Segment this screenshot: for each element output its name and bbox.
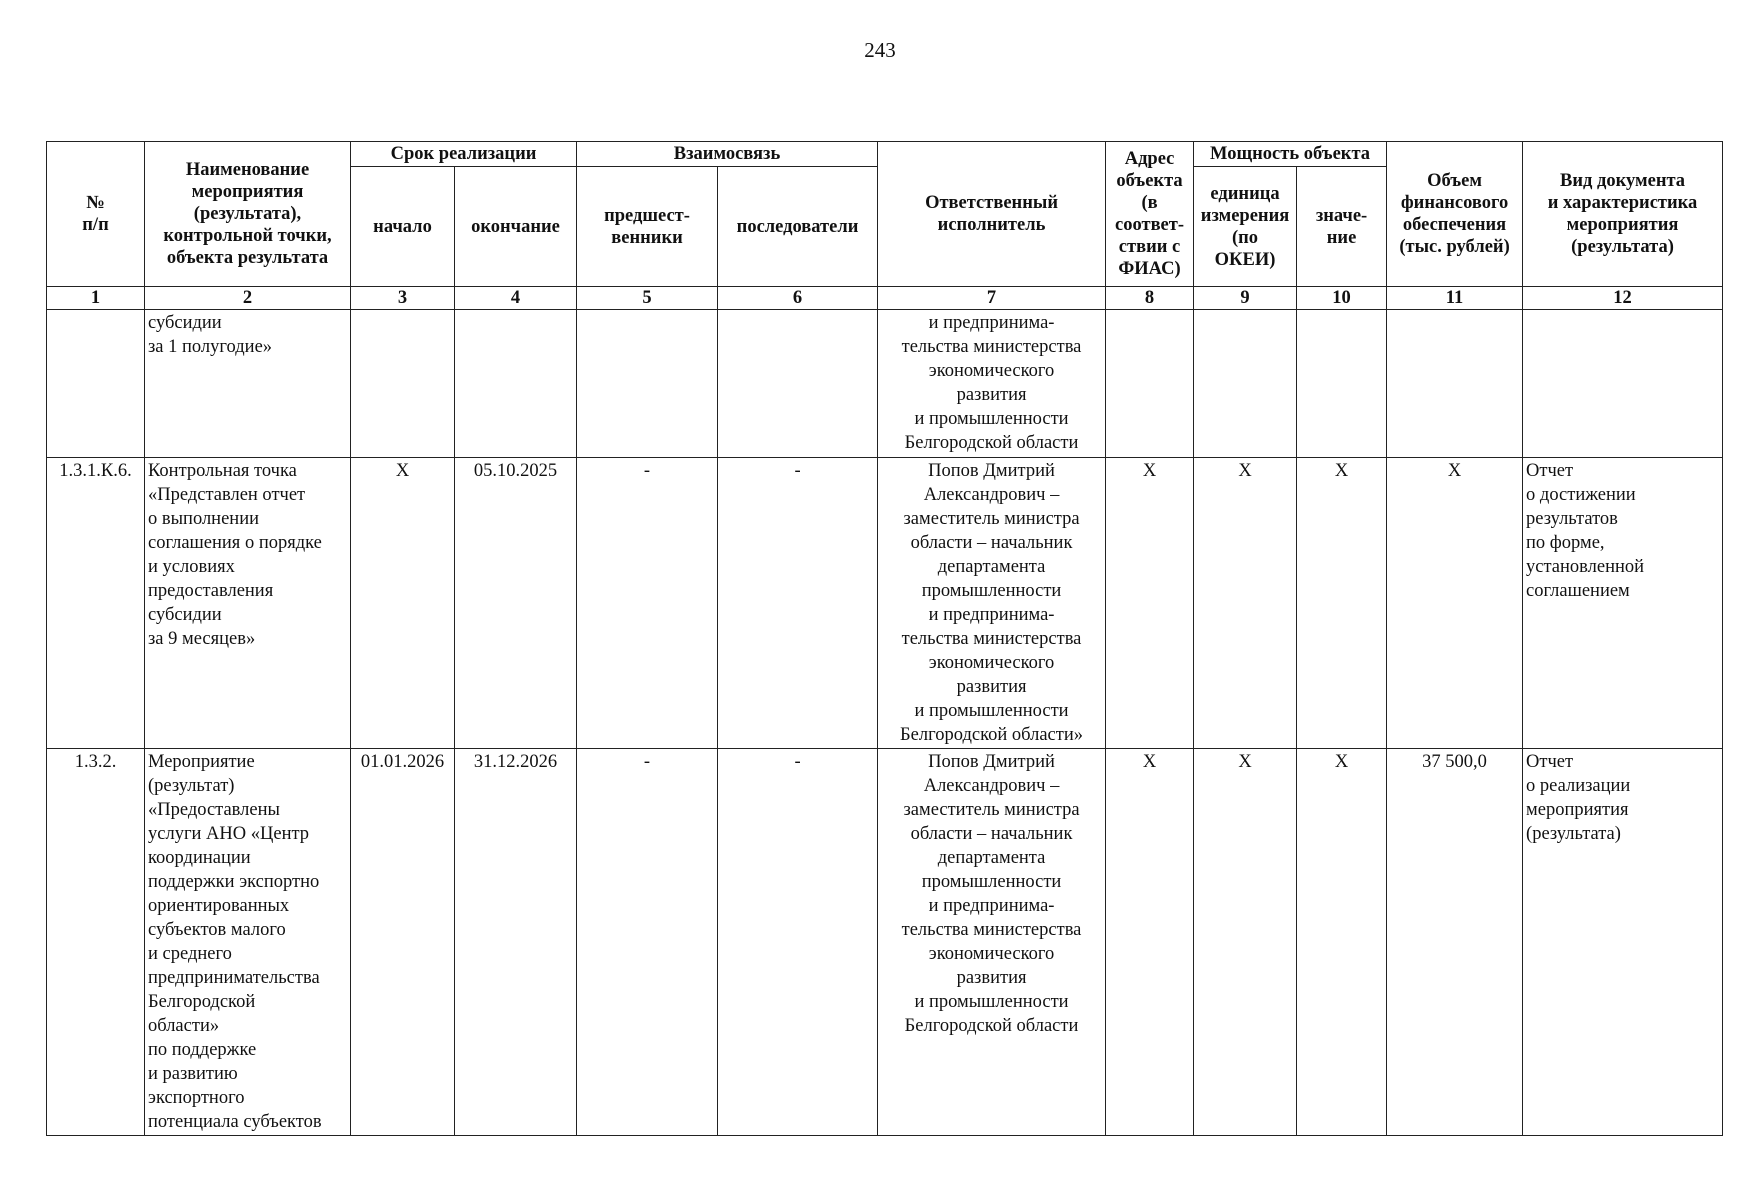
- column-number: 7: [878, 287, 1106, 310]
- header-address: Адрес объекта (в соответ- ствии с ФИАС): [1106, 142, 1194, 287]
- header-link-pred: предшест- венники: [577, 167, 718, 287]
- cell-num: 1.3.2.: [47, 749, 145, 1136]
- cell-unit: X: [1194, 458, 1297, 749]
- cell-name: субсидии за 1 полугодие»: [145, 310, 351, 458]
- cell-value: [1297, 310, 1387, 458]
- column-number: 11: [1387, 287, 1523, 310]
- cell-address: X: [1106, 749, 1194, 1136]
- cell-start: X: [351, 458, 455, 749]
- header-link: Взаимосвязь: [577, 142, 878, 167]
- column-number: 8: [1106, 287, 1194, 310]
- column-numbers-row: [47, 287, 1723, 310]
- column-number: 12: [1523, 287, 1723, 310]
- cell-start: [351, 310, 455, 458]
- cell-start: 01.01.2026: [351, 749, 455, 1136]
- column-number: 6: [718, 287, 878, 310]
- cell-num: 1.3.1.К.6.: [47, 458, 145, 749]
- cell-doc: Отчет о реализации мероприятия (результата): [1523, 749, 1723, 1136]
- cell-address: X: [1106, 458, 1194, 749]
- table-row: [47, 310, 1723, 458]
- cell-responsible: и предпринима- тельства министерства экономического развития и промышленности Белгородской области: [878, 310, 1106, 458]
- cell-name: Мероприятие (результат) «Предоставлены услуги АНО «Центр координации поддержки экспортно ориентированных субъектов малого и среднего предпринимательства Белгородской области» по поддержке и развитию экспортного потенциала субъектов: [145, 749, 351, 1136]
- cell-unit: [1194, 310, 1297, 458]
- cell-responsible: Попов Дмитрий Александрович – заместитель министра области – начальник департамента промышленности и предпринима- тельства министерства экономического развития и промышленности Белгородской области»: [878, 458, 1106, 749]
- header-funding: Объем финансового обеспечения (тыс. рублей): [1387, 142, 1523, 287]
- column-number: 5: [577, 287, 718, 310]
- column-number: 1: [47, 287, 145, 310]
- plan-table: [46, 141, 1723, 1136]
- column-number: 9: [1194, 287, 1297, 310]
- cell-value: X: [1297, 749, 1387, 1136]
- cell-end: [455, 310, 577, 458]
- header-term-start: начало: [351, 167, 455, 287]
- cell-unit: X: [1194, 749, 1297, 1136]
- cell-funding: X: [1387, 458, 1523, 749]
- column-number: 3: [351, 287, 455, 310]
- header-term: Срок реализации: [351, 142, 577, 167]
- header-responsible: Ответственный исполнитель: [878, 142, 1106, 287]
- cell-address: [1106, 310, 1194, 458]
- table-row: [47, 749, 1723, 1136]
- cell-succ: -: [718, 458, 878, 749]
- cell-pred: -: [577, 749, 718, 1136]
- header-name: Наименование мероприятия (результата), контрольной точки, объекта результата: [145, 142, 351, 287]
- cell-doc: [1523, 310, 1723, 458]
- cell-num: [47, 310, 145, 458]
- cell-succ: [718, 310, 878, 458]
- cell-funding: 37 500,0: [1387, 749, 1523, 1136]
- header-capacity-unit: единица измерения (по ОКЕИ): [1194, 167, 1297, 287]
- column-number: 10: [1297, 287, 1387, 310]
- cell-doc: Отчет о достижении результатов по форме, установленной соглашением: [1523, 458, 1723, 749]
- header-num: № п/п: [47, 142, 145, 287]
- header-term-end: окончание: [455, 167, 577, 287]
- header-capacity: Мощность объекта: [1194, 142, 1387, 167]
- header-link-succ: последователи: [718, 167, 878, 287]
- column-number: 2: [145, 287, 351, 310]
- header-capacity-value: значе- ние: [1297, 167, 1387, 287]
- cell-end: 31.12.2026: [455, 749, 577, 1136]
- header-doc: Вид документа и характеристика мероприятия (результата): [1523, 142, 1723, 287]
- cell-value: X: [1297, 458, 1387, 749]
- cell-pred: -: [577, 458, 718, 749]
- cell-pred: [577, 310, 718, 458]
- cell-succ: -: [718, 749, 878, 1136]
- column-number: 4: [455, 287, 577, 310]
- cell-responsible: Попов Дмитрий Александрович – заместитель министра области – начальник департамента промышленности и предпринима- тельства министерства экономического развития и промышленности Белгородской области: [878, 749, 1106, 1136]
- table-row: [47, 458, 1723, 749]
- page-number: 243: [864, 38, 896, 62]
- cell-funding: [1387, 310, 1523, 458]
- cell-end: 05.10.2025: [455, 458, 577, 749]
- cell-name: Контрольная точка «Представлен отчет о выполнении соглашения о порядке и условиях предоставления субсидии за 9 месяцев»: [145, 458, 351, 749]
